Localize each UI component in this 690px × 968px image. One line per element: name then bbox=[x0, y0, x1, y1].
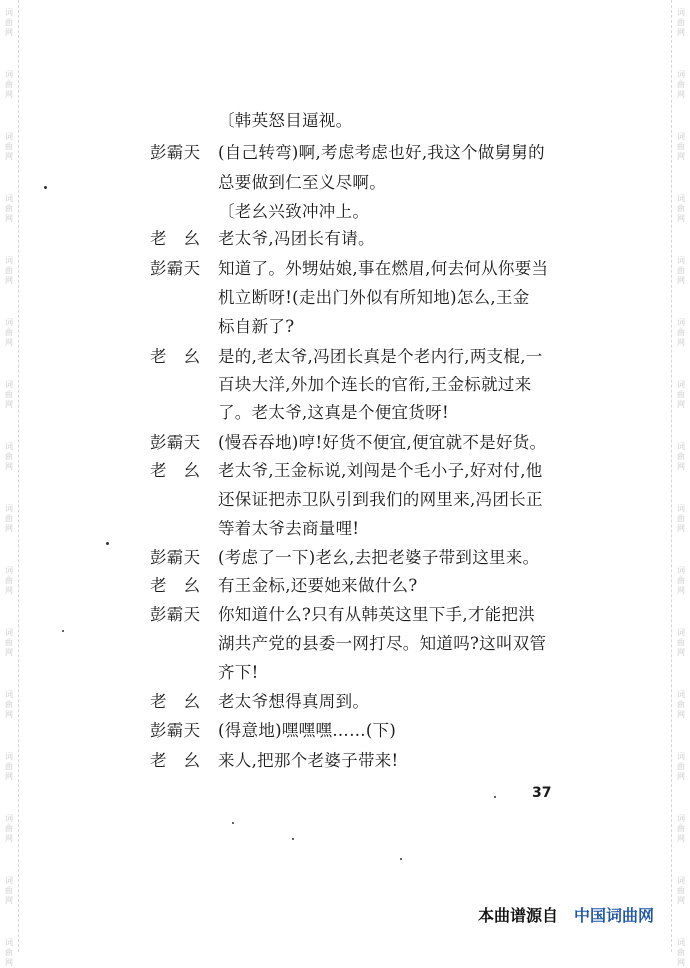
page-number: 37 bbox=[532, 785, 552, 801]
speaker-name: 彭霸天 bbox=[150, 143, 201, 162]
watermark-text: 词 曲 网 bbox=[677, 8, 685, 37]
dialogue-line: 齐下! bbox=[218, 663, 259, 682]
watermark-text: 词 曲 网 bbox=[677, 690, 685, 719]
watermark-text: 词 曲 网 bbox=[5, 194, 13, 223]
source-label: 本曲谱源自 bbox=[477, 906, 558, 925]
scan-speck bbox=[400, 858, 402, 860]
watermark-text: 词 曲 网 bbox=[5, 628, 13, 657]
watermark-text: 词 曲 网 bbox=[677, 70, 685, 99]
stage-direction: 〔韩英怒目逼视。 bbox=[218, 111, 353, 130]
stage-direction: 〔老幺兴致冲冲上。 bbox=[218, 202, 370, 221]
watermark-text: 词 曲 网 bbox=[5, 504, 13, 533]
watermark-text: 词 曲 网 bbox=[677, 504, 685, 533]
watermark-text: 词 曲 网 bbox=[5, 318, 13, 347]
dialogue-line: 你知道什么?只有从韩英这里下手,才能把洪 bbox=[218, 605, 536, 624]
watermark-text: 词 曲 网 bbox=[677, 566, 685, 595]
dialogue-line: 湖共产党的县委一网打尽。知道吗?这叫双管 bbox=[218, 634, 547, 653]
watermark-text: 词 曲 网 bbox=[677, 814, 685, 843]
dialogue-line: 老太爷想得真周到。 bbox=[218, 692, 370, 711]
watermark-text: 词 曲 网 bbox=[677, 318, 685, 347]
dialogue-line: 总要做到仁至义尽啊。 bbox=[218, 173, 386, 192]
watermark-text: 词 曲 网 bbox=[5, 8, 13, 37]
watermark-text: 词 曲 网 bbox=[5, 132, 13, 161]
left-watermark-strip bbox=[0, 0, 19, 967]
watermark-text: 词 曲 网 bbox=[5, 70, 13, 99]
scan-speck bbox=[292, 838, 294, 840]
watermark-text: 词 曲 网 bbox=[677, 132, 685, 161]
watermark-text: 词 曲 网 bbox=[5, 814, 13, 843]
dialogue-line: (得意地)嘿嘿嘿……(下) bbox=[218, 721, 397, 740]
watermark-text: 词 曲 网 bbox=[5, 690, 13, 719]
watermark-text: 词 曲 网 bbox=[677, 938, 685, 967]
watermark-text: 词 曲 网 bbox=[677, 380, 685, 409]
dialogue-line: 老太爷,冯团长有请。 bbox=[218, 229, 375, 248]
watermark-text: 词 曲 网 bbox=[677, 442, 685, 471]
dialogue-line: 老太爷,王金标说,刘闯是个毛小子,好对付,他 bbox=[218, 461, 543, 480]
speaker-name: 彭霸天 bbox=[150, 721, 201, 740]
source-footer bbox=[478, 903, 654, 926]
scan-speck bbox=[62, 630, 64, 632]
watermark-text: 词 曲 网 bbox=[677, 752, 685, 781]
speaker-name: 彭霸天 bbox=[150, 605, 201, 624]
dialogue-line: 是的,老太爷,冯团长真是个老内行,两支棍,一 bbox=[218, 347, 543, 366]
scan-speck bbox=[44, 186, 47, 189]
scan-speck bbox=[494, 796, 496, 798]
dialogue-line: 标自新了? bbox=[218, 317, 295, 336]
watermark-text: 词 曲 网 bbox=[5, 938, 13, 967]
dialogue-line: 了。老太爷,这真是个便宜货呀! bbox=[218, 403, 449, 422]
dialogue-line: (慢吞吞地)哼!好货不便宜,便宜就不是好货。 bbox=[218, 433, 547, 452]
watermark-text: 词 曲 网 bbox=[5, 876, 13, 905]
speaker-name: 老 幺 bbox=[150, 692, 201, 711]
watermark-text: 词 曲 网 bbox=[5, 380, 13, 409]
speaker-name: 彭霸天 bbox=[150, 548, 201, 567]
watermark-text: 词 曲 网 bbox=[5, 752, 13, 781]
dialogue-line: 来人,把那个老婆子带来! bbox=[218, 751, 399, 770]
dialogue-line: 知道了。外甥姑娘,事在燃眉,何去何从你要当 bbox=[218, 259, 549, 278]
watermark-text: 词 曲 网 bbox=[677, 876, 685, 905]
dialogue-line: 还保证把赤卫队引到我们的网里来,冯团长正 bbox=[218, 490, 543, 509]
dialogue-line: 机立断呀!(走出门外似有所知地)怎么,王金 bbox=[218, 288, 530, 307]
speaker-name: 老 幺 bbox=[150, 461, 201, 480]
watermark-text: 词 曲 网 bbox=[677, 194, 685, 223]
speaker-name: 彭霸天 bbox=[150, 259, 201, 278]
speaker-name: 老 幺 bbox=[150, 751, 201, 770]
right-watermark-strip bbox=[671, 0, 690, 967]
speaker-name: 彭霸天 bbox=[150, 433, 201, 452]
watermark-text: 词 曲 网 bbox=[5, 256, 13, 285]
watermark-text: 词 曲 网 bbox=[5, 566, 13, 595]
dialogue-line: 等着太爷去商量哩! bbox=[218, 519, 360, 538]
dialogue-line: (考虑了一下)老幺,去把老婆子带到这里来。 bbox=[218, 548, 540, 567]
watermark-text: 词 曲 网 bbox=[5, 442, 13, 471]
site-name[interactable]: 中国词曲网 bbox=[573, 906, 654, 925]
speaker-name: 老 幺 bbox=[150, 347, 201, 366]
speaker-name: 老 幺 bbox=[150, 576, 201, 595]
dialogue-line: 百块大洋,外加个连长的官衔,王金标就过来 bbox=[218, 375, 532, 394]
watermark-text: 词 曲 网 bbox=[677, 256, 685, 285]
scan-speck bbox=[232, 822, 234, 824]
dialogue-line: (自己转弯)啊,考虑考虑也好,我这个做舅舅的 bbox=[218, 143, 545, 162]
speaker-name: 老 幺 bbox=[150, 229, 201, 248]
scan-speck bbox=[106, 542, 109, 545]
dialogue-line: 有王金标,还要她来做什么? bbox=[218, 576, 418, 595]
watermark-text: 词 曲 网 bbox=[677, 628, 685, 657]
